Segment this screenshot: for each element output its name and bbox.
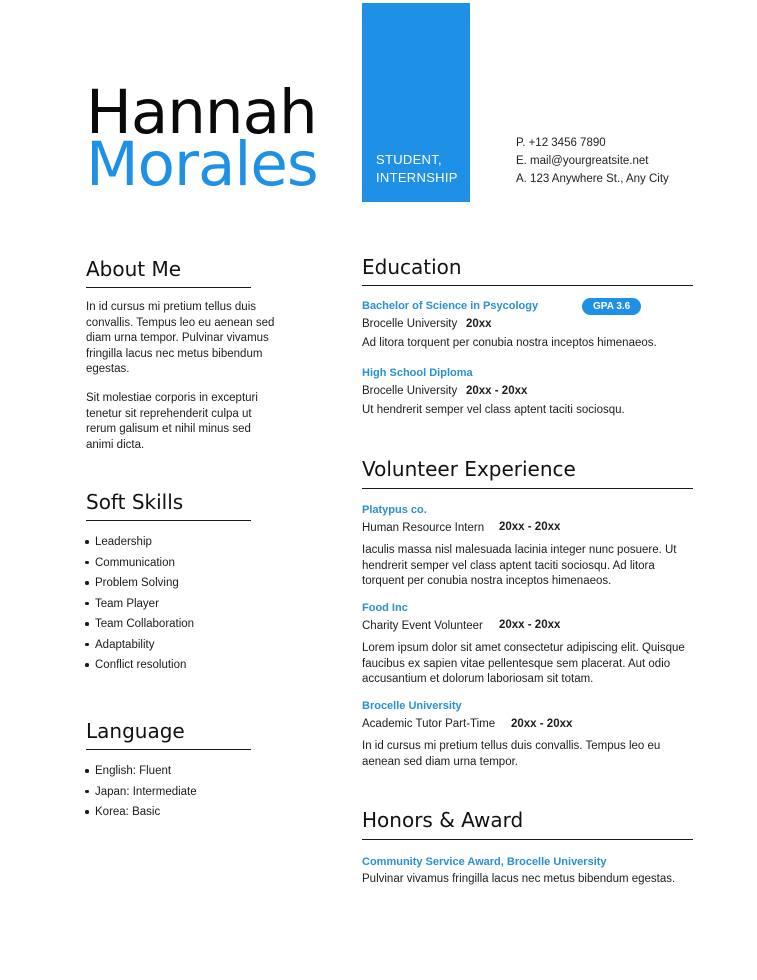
- contact-info: [516, 134, 669, 188]
- soft-skills-list: [85, 532, 194, 676]
- language-title: Language: [86, 719, 185, 743]
- about-paragraph-2: Sit molestiae corporis in excepturi tenetur sit reprehenderit culpa ut rerum galisum et nihil minus sed animi dicta.: [86, 392, 258, 451]
- volunteer-role-3: Academic Tutor Part-Time: [362, 718, 496, 730]
- honors-desc: Pulvinar vivamus fringilla lacus nec metus bibendum egestas.: [362, 873, 676, 885]
- volunteer-org-1: Platypus co.: [362, 504, 427, 516]
- volunteer-role-2: Charity Event Volunteer: [362, 620, 483, 632]
- contact-phone: P. +12 3456 7890: [516, 137, 606, 149]
- volunteer-role-1: Human Resource Intern: [362, 522, 485, 534]
- education-degree-2: High School Diploma: [362, 367, 473, 379]
- list-item: Leadership: [95, 532, 194, 553]
- education-title: Education: [362, 255, 462, 279]
- about-divider: [86, 287, 251, 288]
- role-text: [376, 151, 458, 187]
- soft-skills-title: Soft Skills: [86, 490, 184, 514]
- volunteer-divider: [362, 488, 693, 489]
- about-title: About Me: [86, 257, 182, 281]
- gpa-badge: GPA 3.6: [582, 298, 641, 315]
- list-item: English: Fluent: [95, 761, 197, 782]
- list-item: Conflict resolution: [95, 655, 194, 676]
- education-divider: [362, 285, 693, 286]
- last-name: Morales: [86, 129, 318, 200]
- list-item: Adaptability: [95, 635, 194, 656]
- soft-skills-divider: [86, 520, 251, 521]
- role-box: [362, 3, 470, 202]
- contact-address: A. 123 Anywhere St., Any City: [516, 173, 669, 185]
- honors-award: Community Service Award, Brocelle University: [362, 856, 607, 868]
- education-school-2: Brocelle University: [362, 385, 458, 397]
- contact-email: E. mail@yourgreatsite.net: [516, 155, 649, 167]
- volunteer-date-2: 20xx - 20xx: [499, 619, 561, 631]
- list-item: Team Player: [95, 594, 194, 615]
- role-line-1: STUDENT,: [376, 152, 442, 167]
- language-divider: [86, 749, 251, 750]
- honors-title: Honors & Award: [362, 808, 524, 832]
- volunteer-date-3: 20xx - 20xx: [511, 718, 573, 730]
- list-item: Japan: Intermediate: [95, 782, 197, 803]
- language-list: [85, 761, 197, 823]
- first-name: Hannah: [86, 77, 317, 148]
- education-date-1: 20xx: [466, 318, 492, 330]
- volunteer-org-3: Brocelle University: [362, 700, 462, 712]
- list-item: Communication: [95, 553, 194, 574]
- education-desc-2: Ut hendrerit semper vel class aptent taciti sociosqu.: [362, 404, 625, 416]
- volunteer-org-2: Food Inc: [362, 602, 408, 614]
- honors-divider: [362, 839, 693, 840]
- list-item: Team Collaboration: [95, 614, 194, 635]
- education-date-2: 20xx - 20xx: [466, 385, 528, 397]
- volunteer-title: Volunteer Experience: [362, 457, 576, 481]
- education-degree-1: Bachelor of Science in Psycology: [362, 300, 539, 312]
- education-desc-1: Ad litora torquent per conubia nostra inceptos himenaeos.: [362, 337, 657, 349]
- education-school-1: Brocelle University: [362, 318, 458, 330]
- role-line-2: INTERNSHIP: [376, 170, 458, 185]
- volunteer-desc-2: Lorem ipsum dolor sit amet consectetur adipiscing elit. Quisque faucibus ex sapien vitae pellentesque sem placerat. Aut odio accusantium et dolorum laboriosam sit totam.: [362, 642, 685, 685]
- list-item: Korea: Basic: [95, 802, 197, 823]
- volunteer-date-1: 20xx - 20xx: [499, 521, 561, 533]
- about-paragraph-1: In id cursus mi pretium tellus duis convallis. Tempus leo eu aenean sed diam urna tempor. Pulvinar vivamus fringilla lacus nec metus bibendum egestas.: [86, 301, 275, 375]
- volunteer-desc-3: In id cursus mi pretium tellus duis convallis. Tempus leo eu aenean sed diam urna tempor.: [362, 740, 661, 768]
- list-item: Problem Solving: [95, 573, 194, 594]
- volunteer-desc-1: Iaculis massa nisl malesuada lacinia integer nunc posuere. Ut hendrerit semper vel class aptent taciti sociosqu. Ad litora torquent per conubia nostra inceptos himenaeos.: [362, 544, 677, 587]
